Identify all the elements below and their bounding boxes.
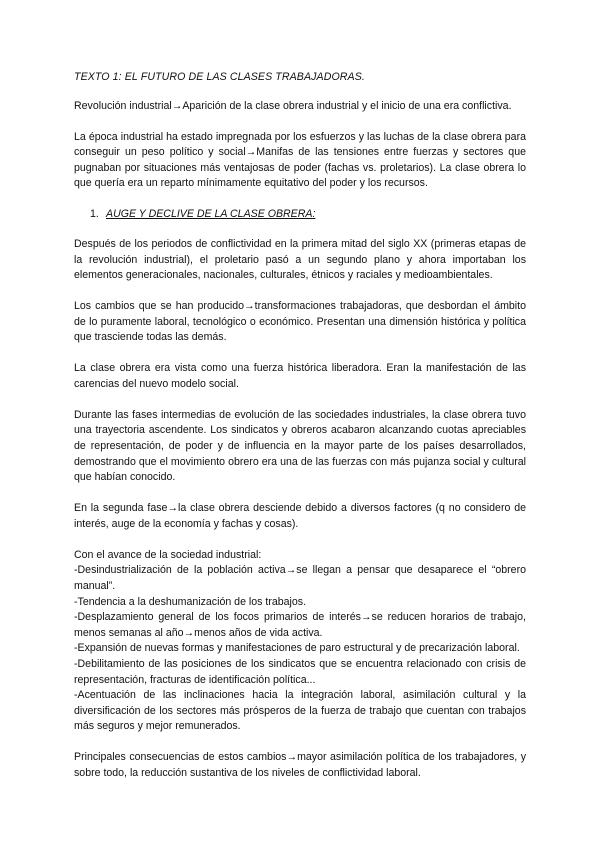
conclusion-paragraph: Principales consecuencias de estos cambios→mayor asimilación política de los trabajadores, y sobre todo, la reducción sustantiva de los niveles de conflictividad laboral. (74, 751, 526, 779)
list-item: -Desplazamiento general de los focos primarios de interés→se reducen horarios de trabajo, menos semanas al año→menos años de vida activa. (74, 611, 526, 639)
list-item: -Debilitamiento de las posiciones de los sindicatos que se encuentra relacionado con crisis de representación, fracturas de identificación política... (74, 657, 526, 686)
list-item: -Acentuación de las inclinaciones hacia la integración laboral, asimilación cultural y la diversificación de los sectores más prósperos de la fuerza de trabajo que cuentan con trabajos más seguros y mejor remunerados. (74, 689, 526, 733)
list-item: -Desindustrialización de la población activa→se llegan a pensar que desaparece el “obrero manual”. (74, 564, 526, 592)
factors-list (74, 548, 526, 735)
body-paragraph-2: Los cambios que se han producido→transformaciones trabajadoras, que desbordan el ámbito de lo puramente laboral, tecnológico o económico. Presentan una dimensión histórica y política que trasciende todas las demás. (74, 300, 526, 344)
body-paragraph-3: La clase obrera era vista como una fuerza histórica liberadora. Eran la manifestación de las carencias del nuevo modelo social. (74, 362, 526, 390)
intro-paragraph-1: Revolución industrial→Aparición de la clase obrera industrial y el inicio de una era conflictiva. (74, 99, 512, 112)
section-number: 1. (90, 208, 99, 221)
body-paragraph-5: En la segunda fase→la clase obrera desciende debido a diversos factores (q no considero de interés, auge de la economía y fachas y cosas). (74, 502, 526, 530)
list-intro: Con el avance de la sociedad industrial: (74, 548, 262, 561)
intro-paragraph-2: La época industrial ha estado impregnada por los esfuerzos y las luchas de la clase obrera para conseguir un peso político y social→Manifas de las tensiones entre fuerzas y sectores que pugnaban por situaciones más ventajosas de poder (fachas vs. proletarios). La clase obrera lo que quería era un reparto mínimamente equitativo del poder y los recursos. (74, 130, 526, 190)
section-heading-text: AUGE Y DECLIVE DE LA CLASE OBRERA: (106, 208, 316, 221)
body-paragraph-1: Después de los periodos de conflictividad en la primera mitad del siglo XX (primeras etapas de la revolución industrial), el proletario pasó a un segundo plano y ahora importaban los elementos generacionales, nacionales, culturales, étnicos y raciales y medioambientales. (74, 237, 526, 282)
body-paragraph-4: Durante las fases intermedias de evolución de las sociedades industriales, la clase obrera tuvo una trayectoria ascendente. Los sindicatos y obreros acabaron alcanzando cuotas apreciables de representación, de poder y de influencia en la mayor parte de los países desarrollados, demostrando que el movimiento obrero era una de las fuerzas con más pujanza social y cultural que habían conocido. (74, 408, 526, 484)
section-heading (74, 207, 526, 223)
list-item: -Expansión de nuevas formas y manifestaciones de paro estructural y de precarización laboral. (74, 642, 520, 655)
document-title: TEXTO 1: EL FUTURO DE LAS CLASES TRABAJADORAS. (74, 71, 365, 83)
list-item: -Tendencia a la deshumanización de los trabajos. (74, 595, 307, 608)
